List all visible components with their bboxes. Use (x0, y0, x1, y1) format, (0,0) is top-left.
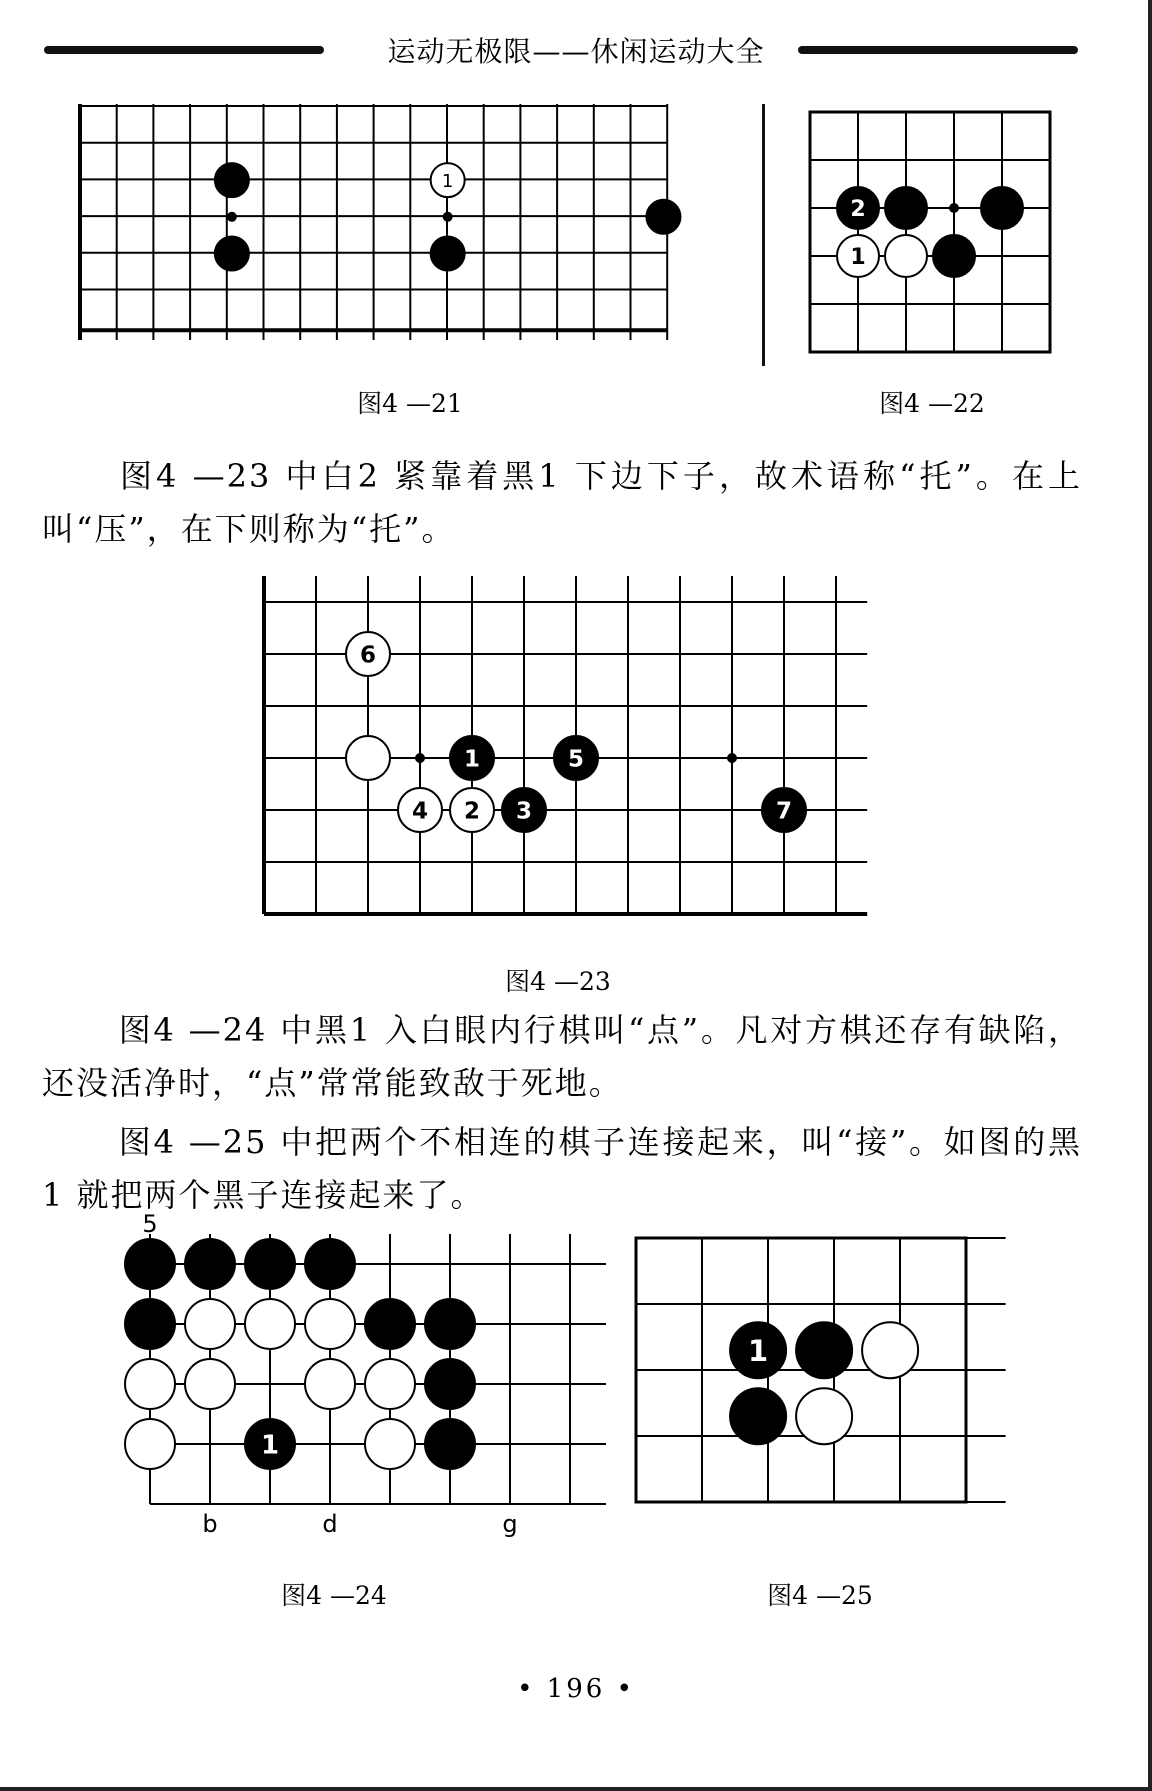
black-stone (554, 736, 598, 780)
stone-move-number: 4 (411, 798, 429, 825)
go-board-fig-4-22 (806, 108, 1056, 360)
white-stone (185, 1359, 235, 1409)
black-stone (730, 1388, 786, 1444)
stone-move-number: 2 (463, 798, 481, 825)
paragraph-jie: 图4 —25 中把两个不相连的棋子连接起来，叫“接”。如图的黑1 就把两个黑子连接起来了。 (42, 1123, 1082, 1214)
header-title: 运动无极限——休闲运动大全 (387, 35, 765, 68)
caption-fig-4-22: 图4 —22 (879, 389, 985, 418)
black-stone (837, 187, 879, 229)
board-coordinate-label: 5 (142, 1210, 158, 1238)
stone-move-number: 1 (441, 171, 454, 193)
paragraph-tuo: 图4 —23 中白2 紧靠着黑1 下边下子，故术语称“托”。在上叫“压”，在下则称为“托”。 (42, 457, 1082, 548)
stone-move-number: 1 (748, 1333, 769, 1368)
board-edge (810, 112, 1050, 352)
white-stone (305, 1359, 355, 1409)
white-stone (796, 1388, 852, 1444)
stone-move-number: 7 (775, 798, 793, 825)
black-stone (431, 237, 465, 271)
board-coordinate-label: b (202, 1510, 218, 1538)
white-stone (245, 1299, 295, 1349)
white-stone (862, 1322, 918, 1378)
white-stone (185, 1299, 235, 1349)
white-stone (305, 1299, 355, 1349)
black-stone (450, 736, 494, 780)
stone-move-number: 3 (515, 798, 533, 825)
caption-fig-4-24: 图4 —24 (281, 1581, 387, 1610)
go-board-fig-4-23 (258, 570, 882, 930)
white-stone (365, 1359, 415, 1409)
stone-move-number: 5 (567, 746, 585, 773)
white-stone (450, 788, 494, 832)
stone-move-number: 2 (850, 196, 866, 222)
black-stone (981, 187, 1023, 229)
white-stone (346, 632, 390, 676)
black-stone (365, 1299, 415, 1349)
black-stone (646, 200, 680, 234)
black-stone (125, 1299, 175, 1349)
black-stone (125, 1239, 175, 1289)
caption-fig-4-23: 图4 —23 (505, 967, 611, 996)
black-stone (885, 187, 927, 229)
black-stone (796, 1322, 852, 1378)
black-stone (245, 1419, 295, 1469)
star-point (727, 753, 737, 763)
black-stone (502, 788, 546, 832)
go-board-fig-4-24 (114, 1210, 564, 1552)
black-stone (215, 237, 249, 271)
black-stone (425, 1299, 475, 1349)
white-stone (365, 1419, 415, 1469)
go-board-fig-4-21 (78, 104, 750, 344)
white-stone (837, 235, 879, 277)
header-rule-right (798, 46, 1078, 54)
black-stone (185, 1239, 235, 1289)
go-board-fig-4-25 (632, 1234, 1012, 1552)
white-stone (125, 1359, 175, 1409)
board-coordinate-label: g (502, 1510, 518, 1538)
figure-divider (762, 104, 765, 366)
white-stone (431, 163, 465, 197)
black-stone (425, 1419, 475, 1469)
caption-fig-4-25: 图4 —25 (767, 1581, 873, 1610)
black-stone (305, 1239, 355, 1289)
black-stone (245, 1239, 295, 1289)
black-stone (762, 788, 806, 832)
page-number: • 196 • (517, 1674, 635, 1704)
white-stone (125, 1419, 175, 1469)
stone-move-number: 1 (260, 1430, 280, 1461)
caption-fig-4-21: 图4 —21 (357, 389, 463, 418)
star-point (227, 212, 237, 222)
stone-move-number: 1 (850, 244, 866, 270)
black-stone (425, 1359, 475, 1409)
white-stone (398, 788, 442, 832)
board-coordinate-label: d (322, 1510, 338, 1538)
black-stone (933, 235, 975, 277)
paragraph-dian: 图4 —24 中黑1 入白眼内行棋叫“点”。凡对方棋还存有缺陷，还没活净时，“点”常常能致敌于死地。 (42, 1011, 1082, 1102)
star-point (443, 212, 453, 222)
white-stone (346, 736, 390, 780)
stone-move-number: 1 (463, 746, 481, 773)
stone-move-number: 6 (359, 642, 377, 669)
black-stone (215, 163, 249, 197)
black-stone (730, 1322, 786, 1378)
star-point (949, 203, 959, 213)
star-point (415, 753, 425, 763)
white-stone (885, 235, 927, 277)
